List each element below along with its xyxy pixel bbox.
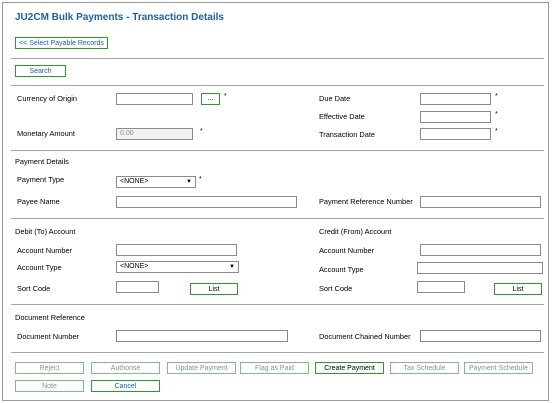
debit-list-button[interactable]: List [190,283,238,295]
credit-account-heading: Credit (From) Account [319,227,392,236]
authorise-button[interactable]: Authorise [91,362,160,374]
currency-lookup-button[interactable]: ... [201,93,220,105]
search-button[interactable]: Search [15,65,66,77]
document-chained-number-input[interactable] [420,330,541,342]
payment-type-label: Payment Type [17,175,65,184]
credit-sort-code-input[interactable] [417,281,465,293]
payment-reference-input[interactable] [420,196,541,208]
payment-schedule-button[interactable]: Payment Schedule [464,362,533,374]
credit-account-number-label: Account Number [319,246,375,255]
debit-sort-code-input[interactable] [116,281,159,293]
chevron-down-icon: ▼ [229,264,235,270]
credit-sort-code-label: Sort Code [319,284,353,293]
required-marker: * [200,128,203,135]
divider [11,304,544,305]
payment-reference-label: Payment Reference Number [319,197,413,206]
credit-account-type-input[interactable] [417,262,543,274]
payment-details-heading: Payment Details [15,157,69,166]
required-marker: * [495,128,498,135]
divider [11,218,544,219]
required-marker: * [199,176,202,183]
transaction-date-input[interactable] [420,128,491,140]
divider [11,85,544,86]
document-reference-heading: Document Reference [15,313,85,322]
debit-account-number-input[interactable] [116,244,237,256]
monetary-amount-label: Monetary Amount [17,129,75,138]
required-marker: * [224,93,227,100]
payee-name-label: Payee Name [17,197,60,206]
required-marker: * [495,93,498,100]
due-date-input[interactable] [420,93,491,105]
due-date-label: Due Date [319,94,351,103]
debit-account-type-value: <NONE> [120,263,149,270]
debit-sort-code-label: Sort Code [17,284,51,293]
effective-date-input[interactable] [420,111,491,123]
document-number-input[interactable] [116,330,288,342]
transaction-date-label: Transaction Date [319,130,376,139]
effective-date-label: Effective Date [319,112,365,121]
page-title: JU2CM Bulk Payments - Transaction Details [15,12,224,23]
flag-as-paid-button[interactable]: Flag as Paid [240,362,309,374]
chevron-down-icon: ▼ [186,179,192,185]
document-number-label: Document Number [17,332,80,341]
select-payable-records-button[interactable]: << Select Payable Records [15,37,108,49]
payment-type-select[interactable] [116,176,196,188]
credit-account-number-input[interactable] [420,244,541,256]
note-button[interactable]: Note [15,380,84,392]
tax-schedule-button[interactable]: Tax Schedule [390,362,459,374]
currency-of-origin-input[interactable] [116,93,193,105]
payee-name-input[interactable] [116,196,297,208]
update-payment-button[interactable]: Update Payment [167,362,236,374]
debit-account-number-label: Account Number [17,246,73,255]
transaction-details-panel [2,2,549,401]
credit-account-type-label: Account Type [319,265,364,274]
reject-button[interactable]: Reject [15,362,84,374]
divider [11,352,544,353]
payment-type-value: <NONE> [120,178,149,185]
currency-of-origin-label: Currency of Origin [17,94,77,103]
credit-list-button[interactable]: List [494,283,542,295]
debit-account-heading: Debit (To) Account [15,227,76,236]
monetary-amount-input: 0.00 [116,128,193,140]
document-chained-number-label: Document Chained Number [319,332,411,341]
divider [11,58,544,59]
debit-account-type-select[interactable] [116,261,239,273]
debit-account-type-label: Account Type [17,263,62,272]
required-marker: * [495,111,498,118]
create-payment-button[interactable]: Create Payment [315,362,384,374]
divider [11,150,544,151]
cancel-button[interactable]: Cancel [91,380,160,392]
